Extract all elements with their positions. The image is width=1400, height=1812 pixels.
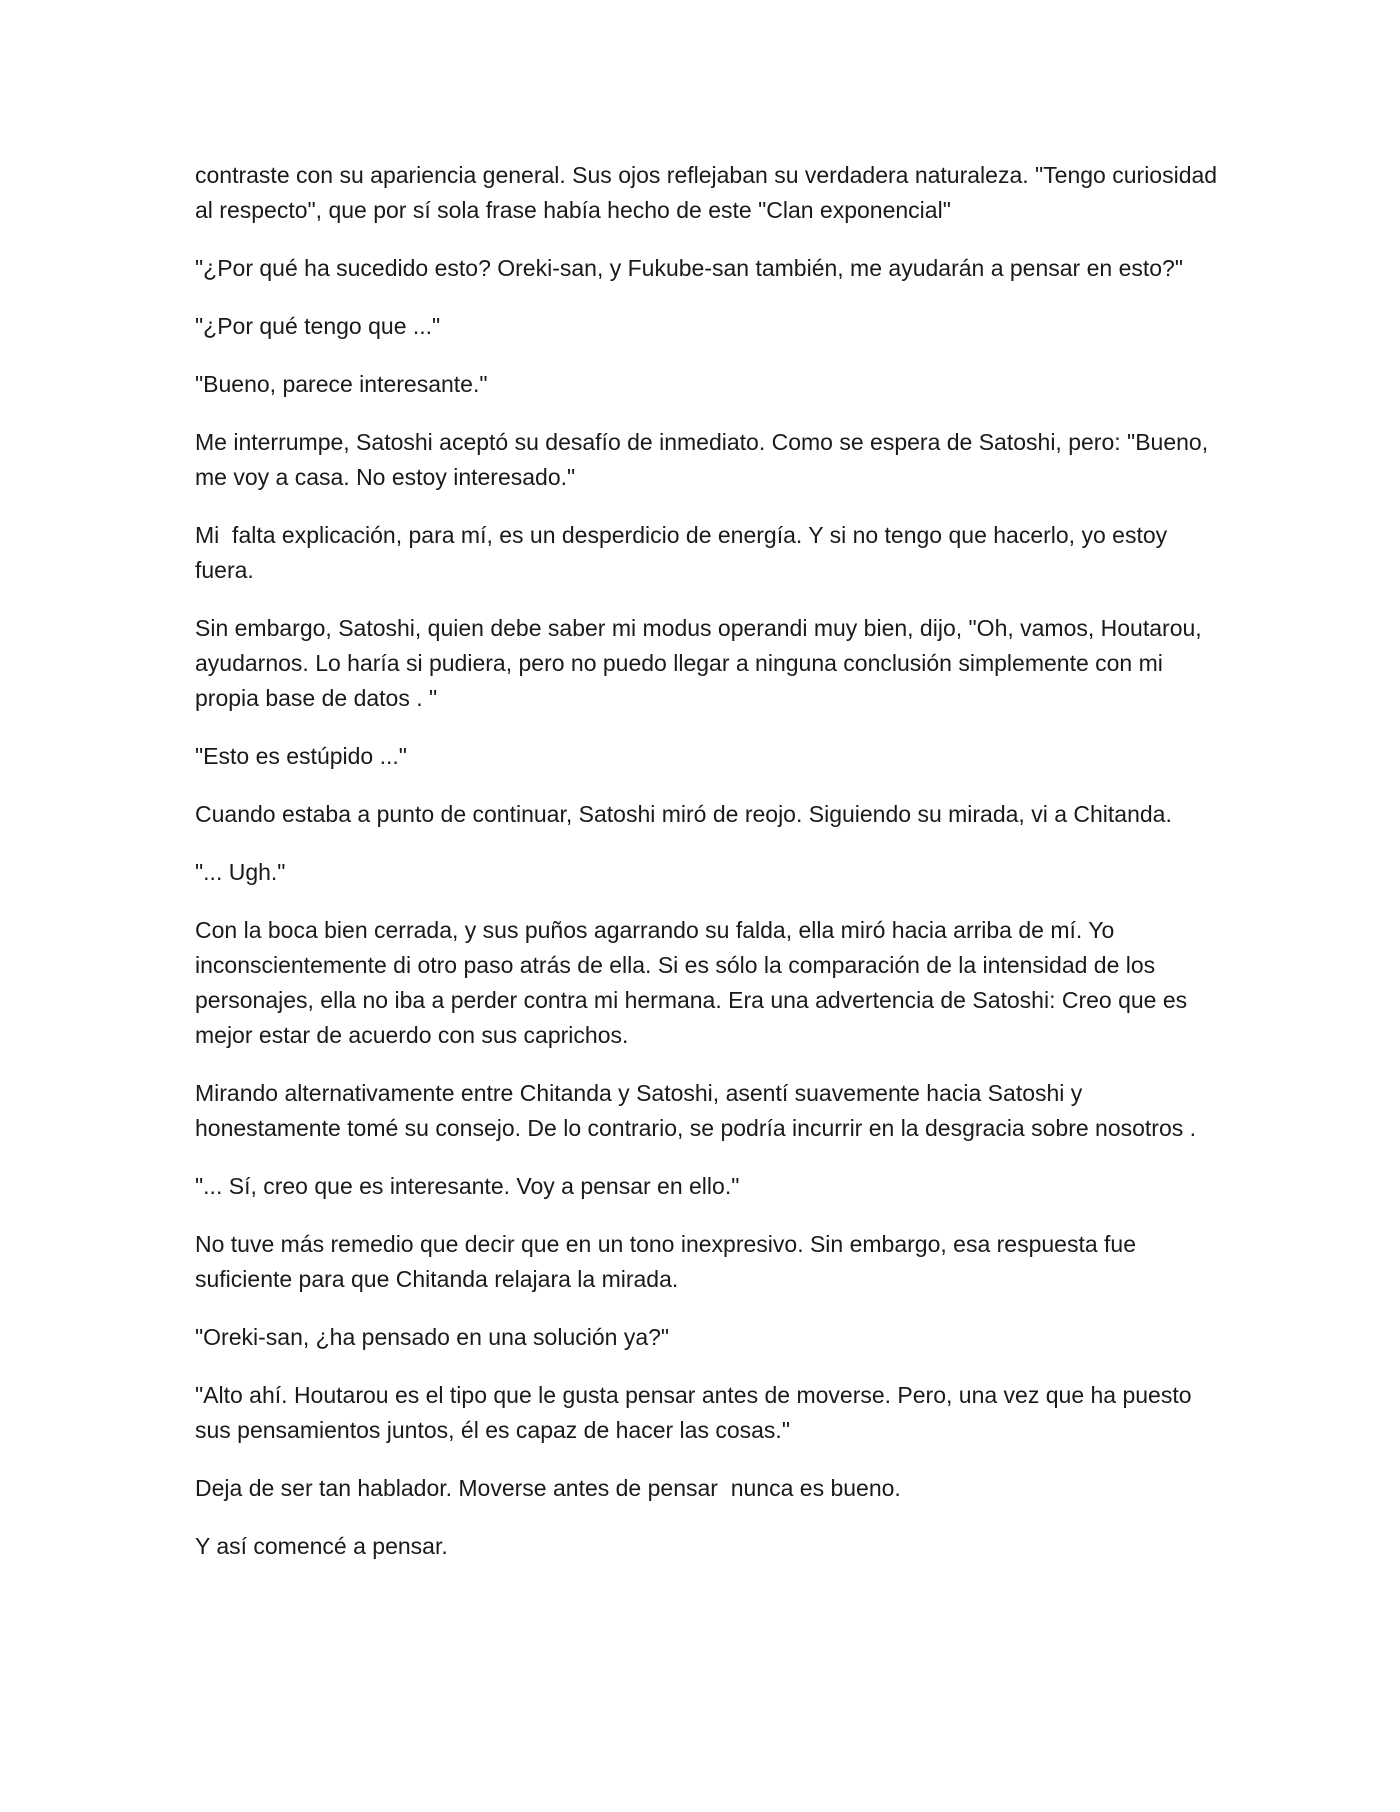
text-column	[195, 158, 1225, 1587]
paragraph: Me interrumpe, Satoshi aceptó su desafío de inmediato. Como se espera de Satoshi, pero: "Bueno, me voy a casa. No estoy interesado."	[195, 429, 1215, 490]
paragraph: "Alto ahí. Houtarou es el tipo que le gusta pensar antes de moverse. Pero, una vez que ha puesto sus pensamientos juntos, él es capaz de hacer las cosas."	[195, 1382, 1198, 1443]
paragraph: "Bueno, parece interesante."	[195, 371, 488, 397]
paragraph: Y así comencé a pensar.	[195, 1533, 448, 1559]
paragraph: Mirando alternativamente entre Chitanda y Satoshi, asentí suavemente hacia Satoshi y honestamente tomé su consejo. De lo contrario, se podría incurrir en la desgracia sobre nosotros .	[195, 1080, 1197, 1141]
paragraph: "... Ugh."	[195, 859, 286, 885]
paragraph: Cuando estaba a punto de continuar, Satoshi miró de reojo. Siguiendo su mirada, vi a Chitanda.	[195, 801, 1172, 827]
paragraph: Mi falta explicación, para mí, es un desperdicio de energía. Y si no tengo que hacerlo, yo estoy fuera.	[195, 522, 1174, 583]
paragraph: Con la boca bien cerrada, y sus puños agarrando su falda, ella miró hacia arriba de mí. Yo inconscientemente di otro paso atrás de ella. Si es sólo la comparación de la intensidad de los personajes, ella no iba a perder contra mi hermana. Era una advertencia de Satoshi: Creo que es mejor estar de acuerdo con sus caprichos.	[195, 917, 1194, 1048]
paragraph: contraste con su apariencia general. Sus ojos reflejaban su verdadera naturaleza. "Tengo curiosidad al respecto", que por sí sola frase había hecho de este "Clan exponencial"	[195, 162, 1224, 223]
paragraph: "Oreki-san, ¿ha pensado en una solución ya?"	[195, 1324, 670, 1350]
paragraph: "¿Por qué ha sucedido esto? Oreki-san, y Fukube-san también, me ayudarán a pensar en esto?"	[195, 255, 1184, 281]
paragraph: "¿Por qué tengo que ..."	[195, 313, 441, 339]
paragraph: "Esto es estúpido ..."	[195, 743, 407, 769]
paragraph: Sin embargo, Satoshi, quien debe saber mi modus operandi muy bien, dijo, "Oh, vamos, Houtarou, ayudarnos. Lo haría si pudiera, pero no puedo llegar a ninguna conclusión simplemente con mi propia base de datos . "	[195, 615, 1209, 711]
paragraph: No tuve más remedio que decir que en un tono inexpresivo. Sin embargo, esa respuesta fue suficiente para que Chitanda relajara la mirada.	[195, 1231, 1143, 1292]
paragraph: "... Sí, creo que es interesante. Voy a pensar en ello."	[195, 1173, 740, 1199]
paragraph: Deja de ser tan hablador. Moverse antes de pensar nunca es bueno.	[195, 1475, 901, 1501]
